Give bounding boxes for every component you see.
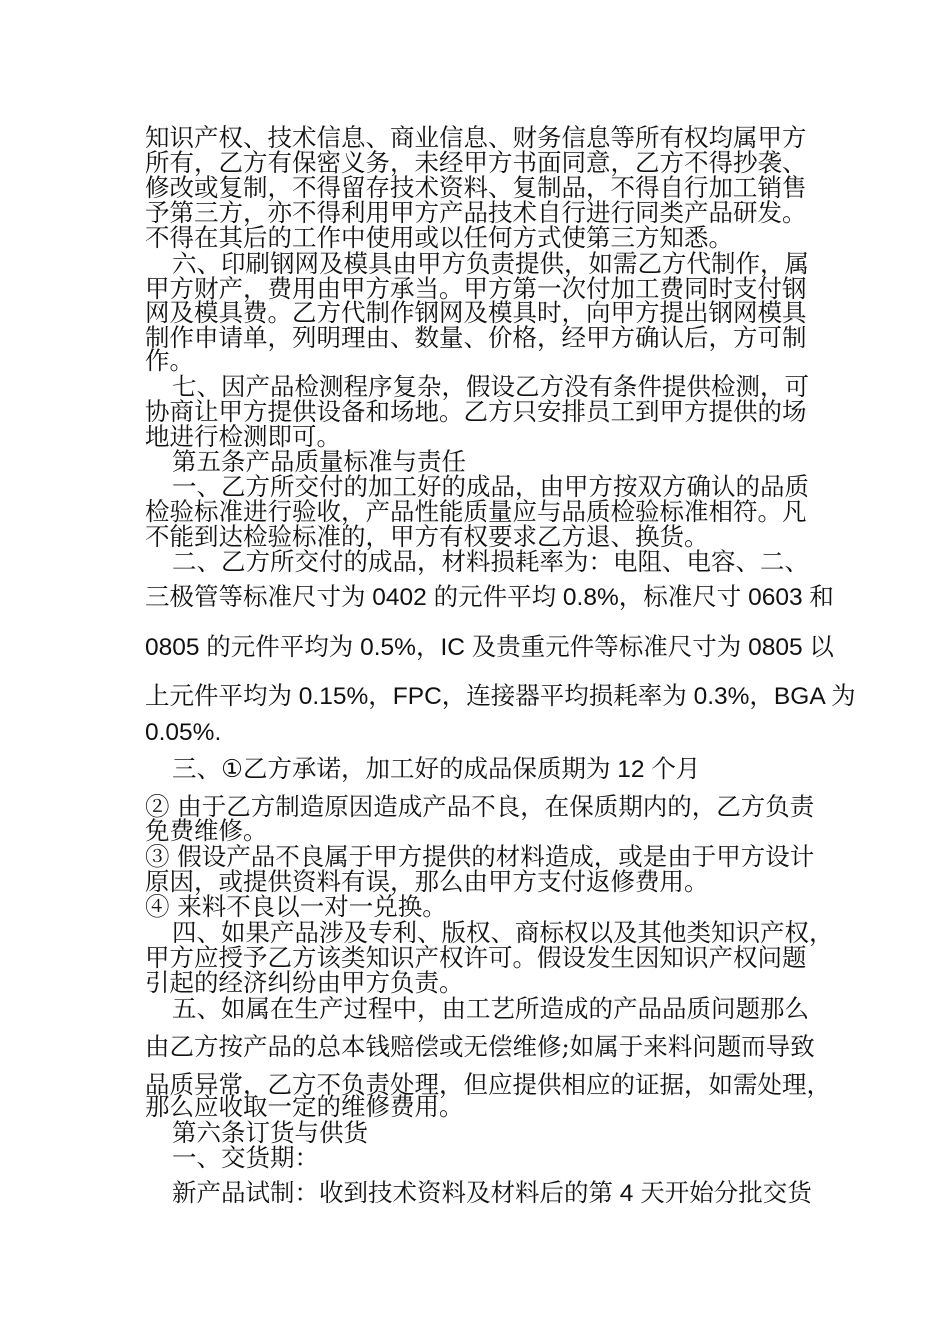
text-line: 地进行检测即可。 xyxy=(145,422,341,451)
text-line: 由乙方按产品的总本钱赔偿或无偿维修;如属于来料问题而导致 xyxy=(145,1032,815,1061)
text-line: 上元件平均为 0.15%，FPC，连接器平均损耗率为 0.3%，BGA 为 xyxy=(145,683,856,710)
text-line: 制作申请单，列明理由、数量、价格，经甲方确认后，方可制 xyxy=(145,323,807,352)
text-line: ② 由于乙方制造原因造成产品不良，在保质期内的，乙方负责 xyxy=(145,792,815,821)
text-line: 网及模具费。乙方代制作钢网及模具时，向甲方提出钢网模具 xyxy=(145,298,807,327)
text-line: 新产品试制：收到技术资料及材料后的第 4 天开始分批交货 xyxy=(172,1180,812,1207)
text-line: 四、如果产品涉及专利、版权、商标权以及其他类知识产权， xyxy=(172,918,834,947)
text-line: 六、印刷钢网及模具由甲方负责提供，如需乙方代制作，属 xyxy=(172,249,809,278)
text-line: 五、如属在生产过程中，由工艺所造成的产品品质问题那么 xyxy=(172,994,809,1023)
text-line: 二、乙方所交付的成品，材料损耗率为：电阻、电容、二、 xyxy=(172,547,809,576)
text-line: 甲方应授予乙方该类知识产权许可。假设发生因知识产权问题 xyxy=(145,943,807,972)
text-line: 品质异常，乙方不负责处理，但应提供相应的证据，如需处理， xyxy=(145,1070,831,1099)
text-line: 第五条产品质量标准与责任 xyxy=(172,447,466,476)
text-line: 三、①乙方承诺，加工好的成品保质期为 12 个月 xyxy=(172,756,701,783)
text-line: 予第三方，亦不得利用甲方产品技术自行进行同类产品研发。 xyxy=(145,198,807,227)
text-line: 修改或复制，不得留存技术资料、复制品，不得自行加工销售 xyxy=(145,173,807,202)
text-line: 三极管等标准尺寸为 0402 的元件平均 0.8%，标准尺寸 0603 和 xyxy=(145,584,834,611)
text-line: ④ 来料不良以一对一兑换。 xyxy=(145,892,447,921)
text-line: ③ 假设产品不良属于甲方提供的材料造成，或是由于甲方设计 xyxy=(145,842,815,871)
text-line: 不能到达检验标准的，甲方有权要求乙方退、换货。 xyxy=(145,522,709,551)
text-line: 七、因产品检测程序复杂，假设乙方没有条件提供检测，可 xyxy=(172,372,809,401)
text-line: 所有，乙方有保密义务，未经甲方书面同意，乙方不得抄袭、 xyxy=(145,148,807,177)
text-line: 知识产权、技术信息、商业信息、财务信息等所有权均属甲方 xyxy=(145,123,807,152)
text-line: 协商让甲方提供设备和场地。乙方只安排员工到甲方提供的场 xyxy=(145,397,807,426)
text-line: 原因，或提供资料有误，那么由甲方支付返修费用。 xyxy=(145,867,709,896)
text-line: 不得在其后的工作中使用或以任何方式使第三方知悉。 xyxy=(145,223,733,252)
text-line: 检验标准进行验收，产品性能质量应与品质检验标准相符。凡 xyxy=(145,497,807,526)
text-line: 免费维修。 xyxy=(145,816,268,845)
text-line: 第六条订货与供货 xyxy=(172,1118,368,1147)
text-line: 那么应收取一定的维修费用。 xyxy=(145,1092,464,1121)
text-line: 一、交货期： xyxy=(172,1143,319,1172)
text-line: 甲方财产，费用由甲方承当。甲方第一次付加工费同时支付钢 xyxy=(145,274,807,303)
text-line: 引起的经济纠纷由甲方负责。 xyxy=(145,968,464,997)
text-line: 0.05%. xyxy=(145,719,222,746)
text-line: 作。 xyxy=(145,346,194,375)
text-line: 一、乙方所交付的加工好的成品，由甲方按双方确认的品质 xyxy=(172,472,809,501)
text-line: 0805 的元件平均为 0.5%，IC 及贵重元件等标准尺寸为 0805 以 xyxy=(145,634,834,661)
